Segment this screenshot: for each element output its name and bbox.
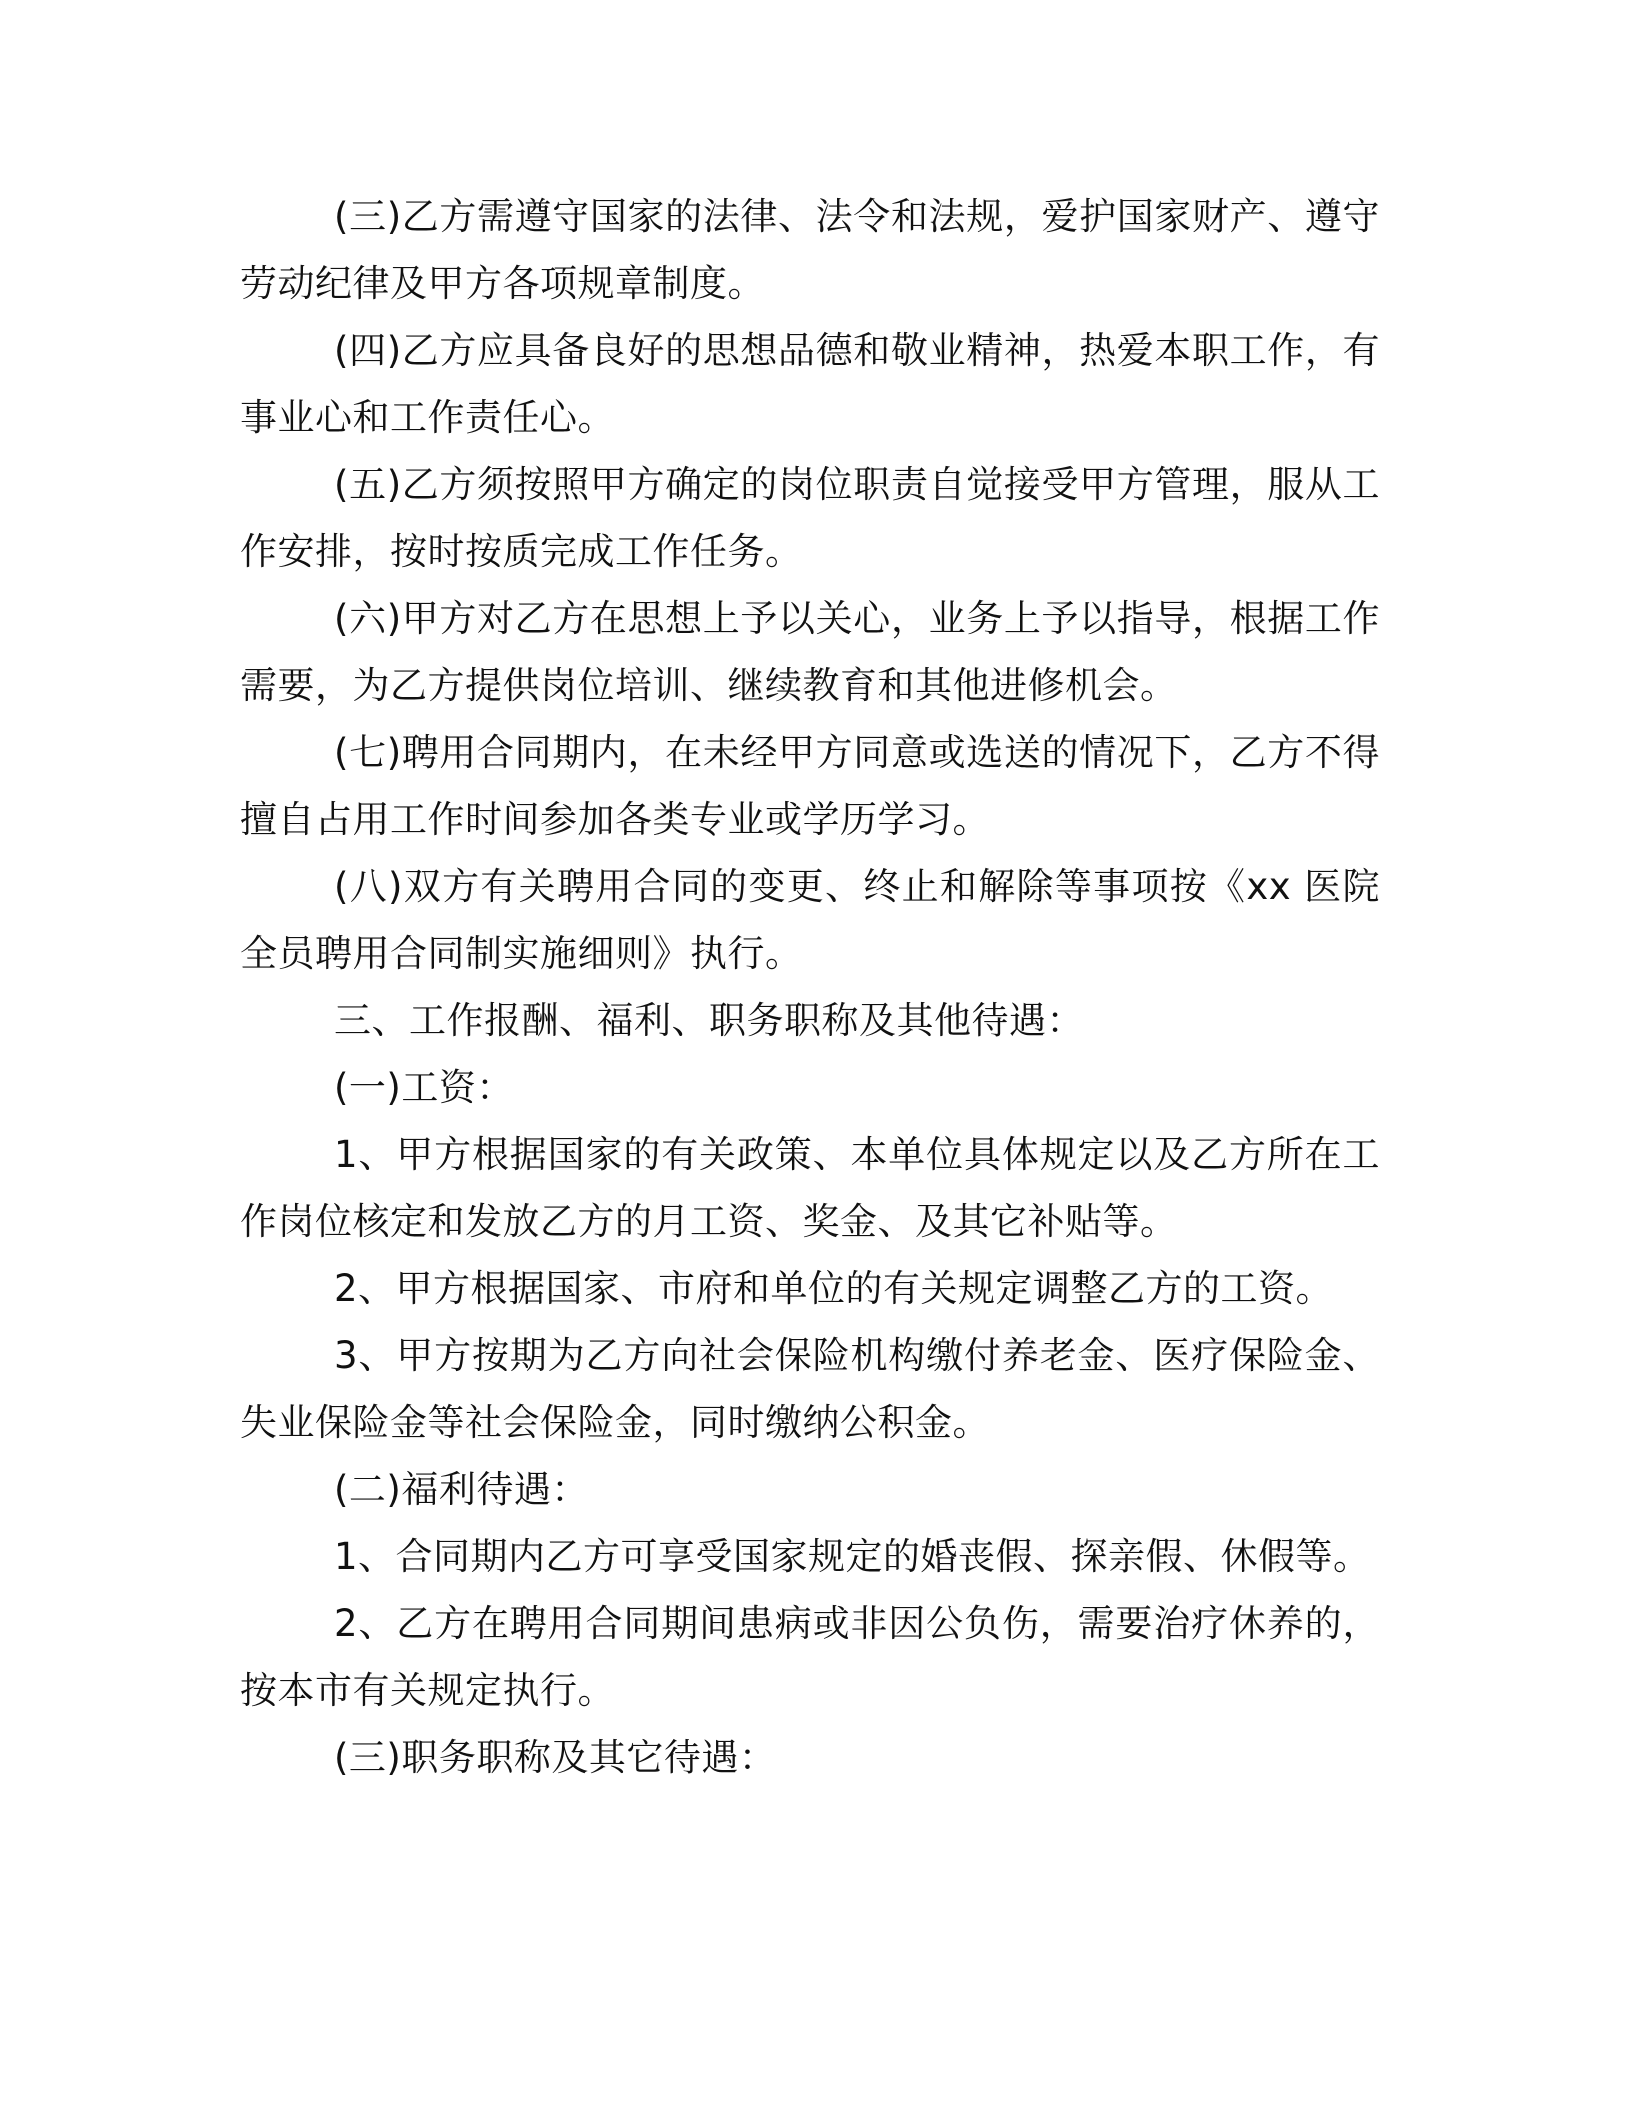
subheading-welfare: (二)福利待遇： (334, 1468, 589, 1511)
section-heading-3: 三、工作报酬、福利、职务职称及其他待遇： (334, 999, 1084, 1042)
paragraph-salary-2: 2、甲方根据国家、市府和单位的有关规定调整乙方的工资。 (334, 1267, 1334, 1310)
paragraph-salary-1: 1、甲方根据国家的有关政策、本单位具体规定以及乙方所在工作岗位核定和发放乙方的月工资、奖金、及其它补贴等。 (240, 1133, 1380, 1243)
paragraph-clause-4: (四)乙方应具备良好的思想品德和敬业精神，热爱本职工作，有事业心和工作责任心。 (240, 329, 1380, 439)
document-body (240, 183, 1380, 1791)
subheading-title-treatment: (三)职务职称及其它待遇： (334, 1736, 777, 1779)
subheading-salary: (一)工资： (334, 1066, 514, 1109)
paragraph-welfare-1: 1、合同期内乙方可享受国家规定的婚丧假、探亲假、休假等。 (334, 1535, 1371, 1578)
paragraph-clause-8: (八)双方有关聘用合同的变更、终止和解除等事项按《xx 医院全员聘用合同制实施细则》执行。 (240, 865, 1380, 975)
paragraph-clause-6: (六)甲方对乙方在思想上予以关心，业务上予以指导，根据工作需要，为乙方提供岗位培训、继续教育和其他进修机会。 (240, 597, 1380, 707)
paragraph-clause-5: (五)乙方须按照甲方确定的岗位职责自觉接受甲方管理，服从工作安排，按时按质完成工作任务。 (240, 463, 1380, 573)
paragraph-welfare-2: 2、乙方在聘用合同期间患病或非因公负伤，需要治疗休养的，按本市有关规定执行。 (240, 1602, 1380, 1712)
paragraph-clause-3: (三)乙方需遵守国家的法律、法令和法规，爱护国家财产、遵守劳动纪律及甲方各项规章制度。 (240, 195, 1380, 305)
paragraph-salary-3: 3、甲方按期为乙方向社会保险机构缴付养老金、医疗保险金、失业保险金等社会保险金，同时缴纳公积金。 (240, 1334, 1380, 1444)
paragraph-clause-7: (七)聘用合同期内，在未经甲方同意或选送的情况下，乙方不得擅自占用工作时间参加各类专业或学历学习。 (240, 731, 1380, 841)
